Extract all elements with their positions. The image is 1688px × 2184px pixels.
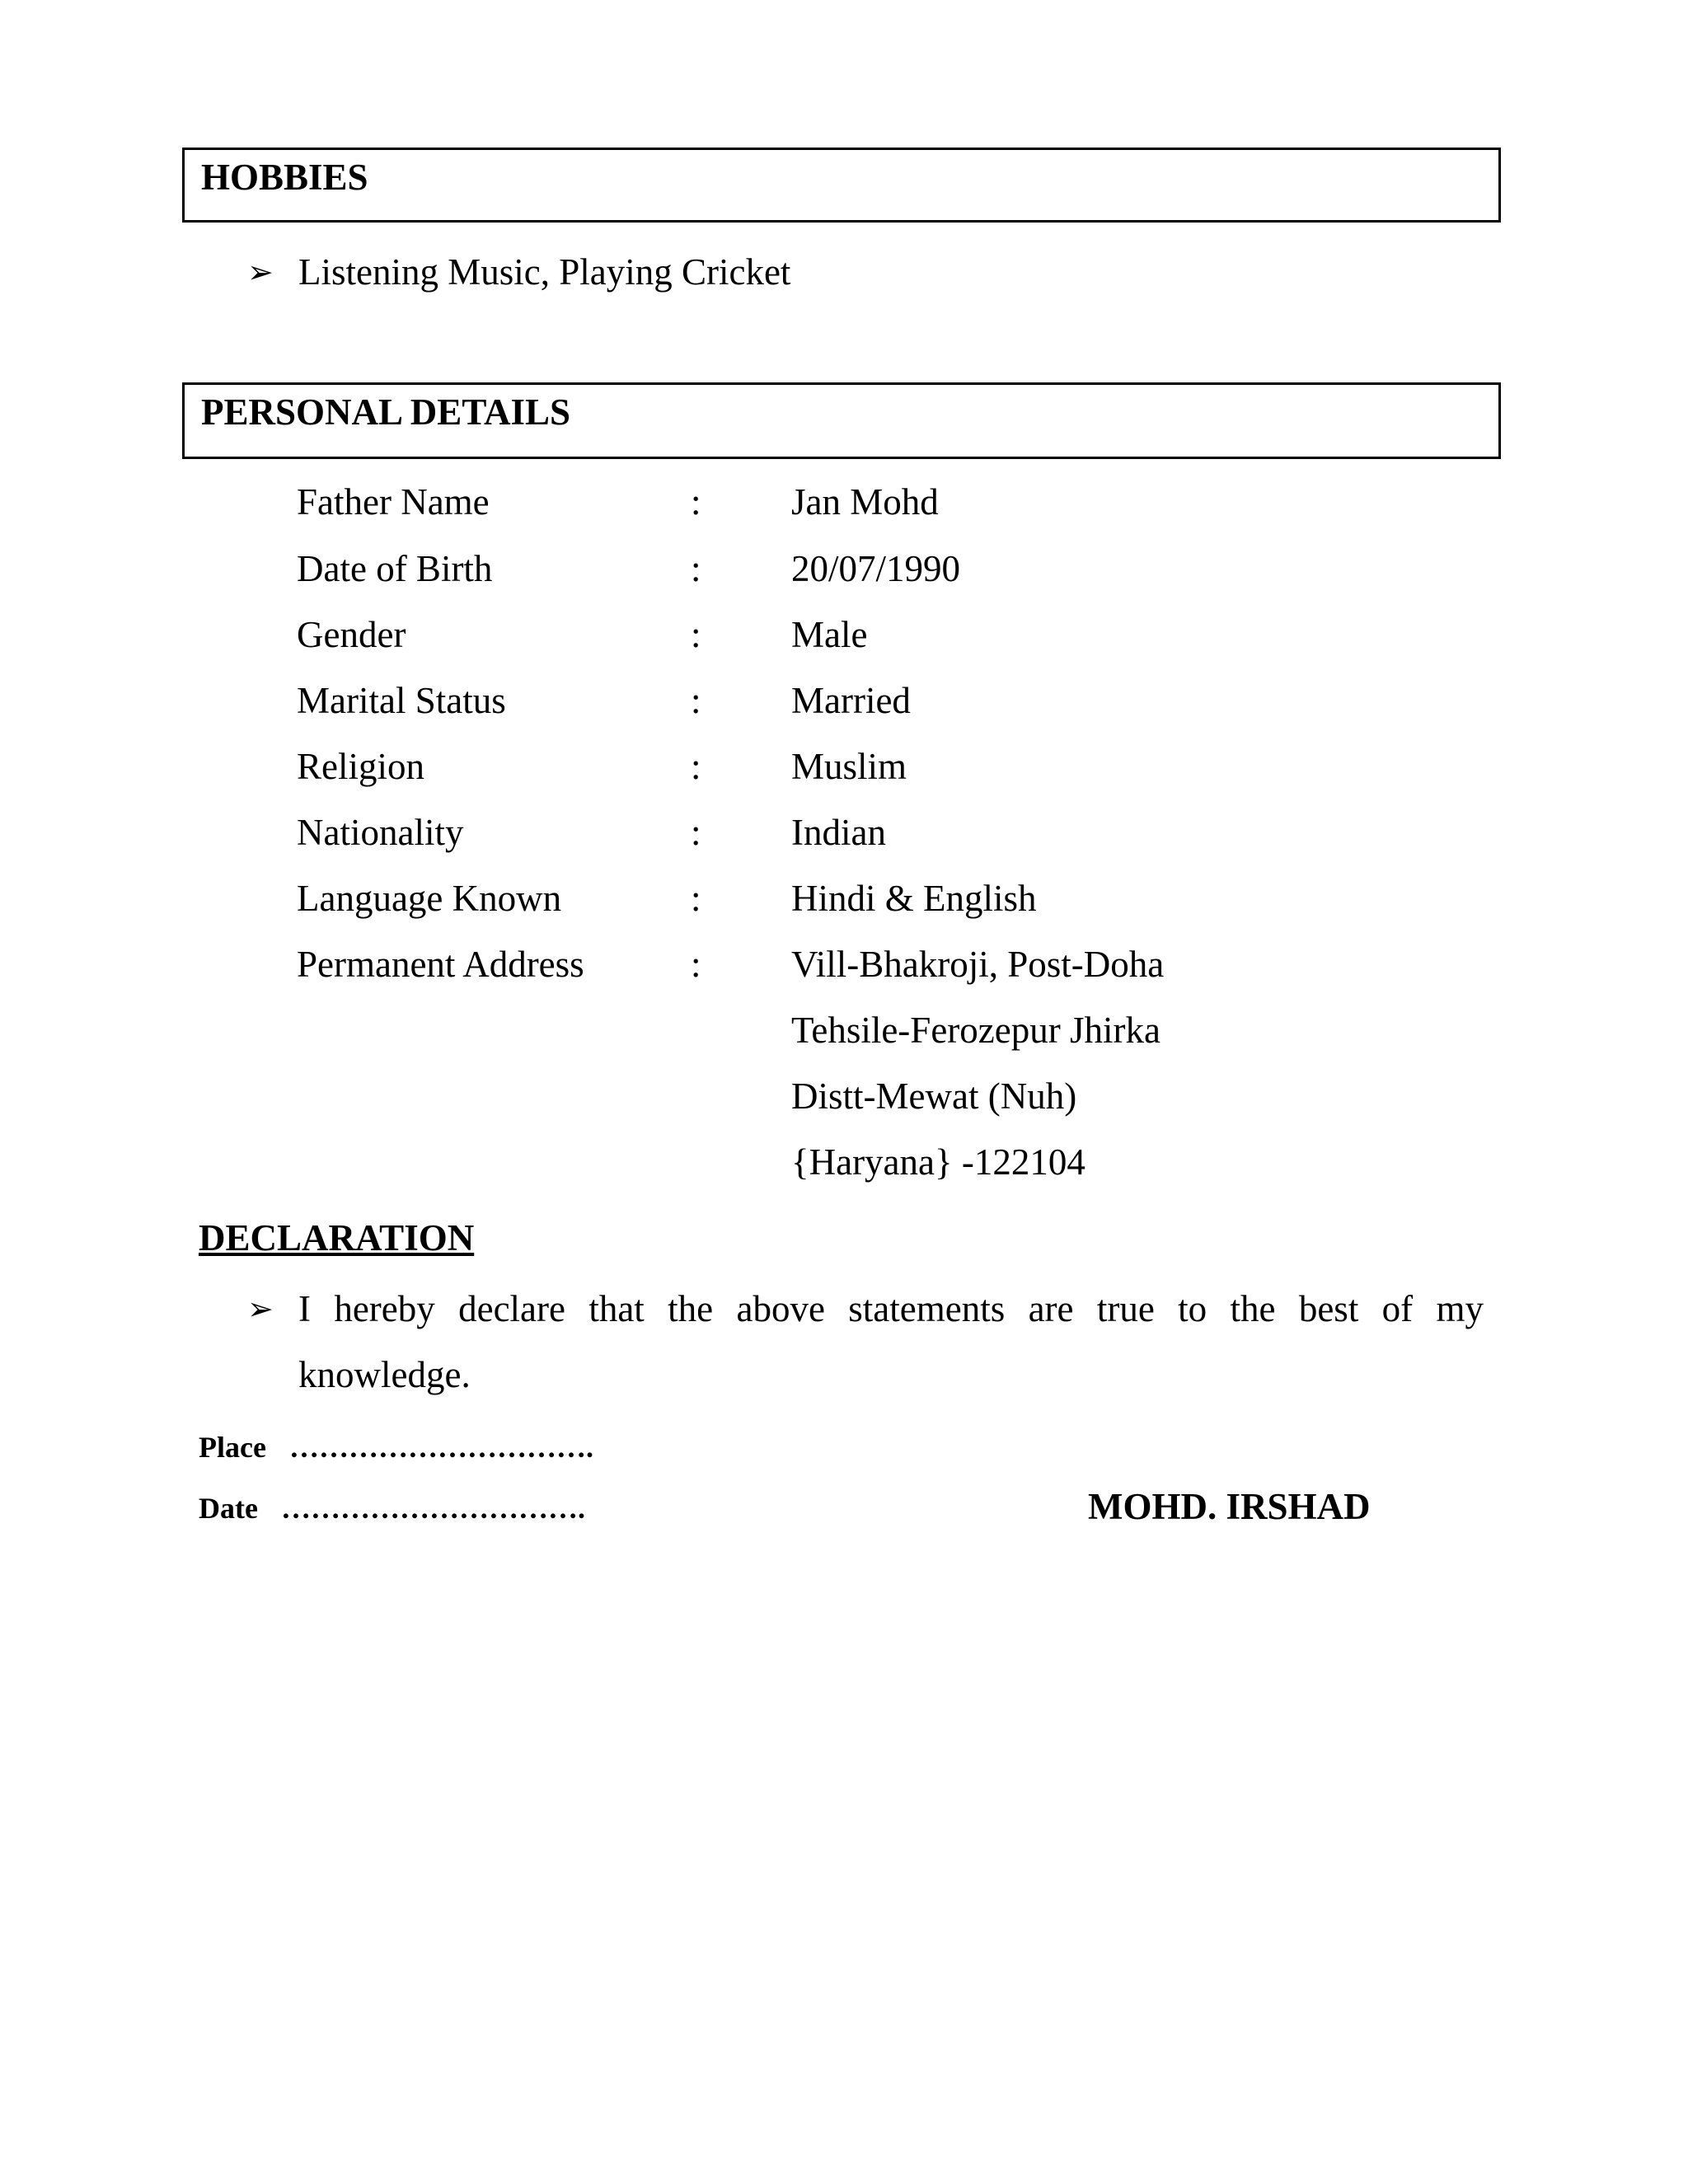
detail-label: Date of Birth [297,548,493,589]
detail-separator: : [691,548,701,589]
detail-separator: : [691,812,701,853]
personal-details-heading: PERSONAL DETAILS [201,391,571,433]
detail-separator: : [691,746,701,787]
place-line [199,1422,593,1472]
arrowhead-bullet-icon: ➢ [247,1291,274,1327]
arrowhead-bullet-icon: ➢ [247,254,274,290]
detail-label: Permanent Address [297,944,584,985]
hobby-list-item [247,239,790,305]
address-line: Distt-Mewat (Nuh) [791,1076,1077,1117]
hobbies-heading: HOBBIES [201,157,368,198]
detail-value: 20/07/1990 [791,548,961,589]
hobbies-section-header [182,148,1501,223]
date-blank: …………………………. [280,1492,585,1525]
detail-separator: : [691,614,701,655]
detail-label: Religion [297,746,424,787]
detail-value: Male [791,614,868,655]
detail-value: Vill-Bhakroji, Post-Doha [791,944,1165,985]
signatory-name: MOHD. IRSHAD [1088,1486,1371,1527]
declaration-statement [247,1276,1484,1408]
detail-label: Nationality [297,812,464,853]
hobby-text: Listening Music, Playing Cricket [298,251,791,293]
detail-label: Father Name [297,481,490,523]
detail-value: Married [791,680,911,721]
detail-value: Hindi & English [791,878,1037,919]
personal-details-section-header [182,382,1501,459]
detail-value: Muslim [791,746,907,787]
date-label: Date [199,1492,258,1525]
address-line: Tehsile-Ferozepur Jhirka [791,1010,1160,1051]
date-line [199,1483,585,1533]
detail-separator: : [691,680,701,721]
detail-separator: : [691,944,701,985]
detail-label: Marital Status [297,680,506,721]
declaration-text: I hereby declare that the above statements are true to the best of my knowledge. [298,1288,1484,1395]
address-line: {Haryana} -122104 [791,1141,1085,1183]
detail-label: Gender [297,614,406,655]
detail-separator: : [691,878,701,919]
detail-value: Jan Mohd [791,481,939,523]
detail-label: Language Known [297,878,562,919]
detail-value: Indian [791,812,886,853]
detail-separator: : [691,481,701,523]
place-blank: …………………………. [288,1431,593,1464]
declaration-heading: DECLARATION [199,1217,475,1258]
place-label: Place [199,1431,266,1464]
